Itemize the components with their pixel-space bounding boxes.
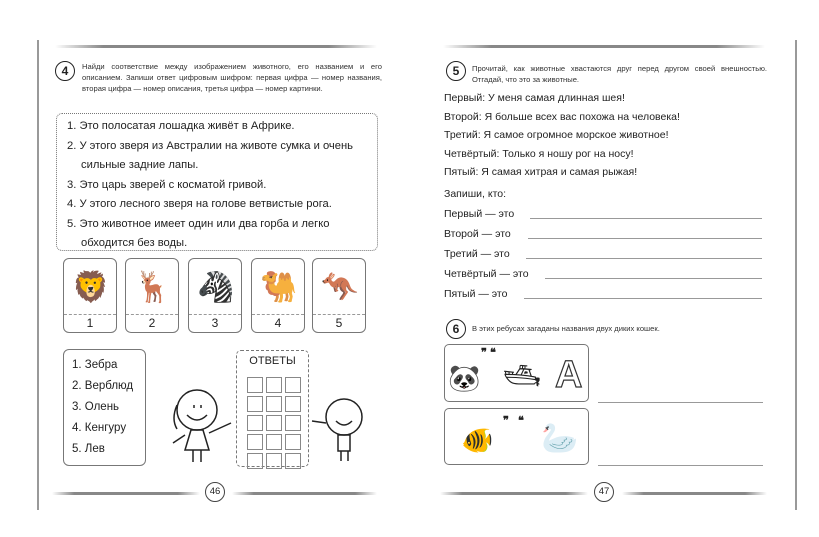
answers-box bbox=[236, 350, 309, 467]
answer-cell[interactable] bbox=[285, 453, 301, 469]
rebus-1-answer-line[interactable] bbox=[598, 402, 763, 403]
answer-cell[interactable] bbox=[285, 415, 301, 431]
answer-cell[interactable] bbox=[266, 415, 282, 431]
task-4-instruction: Найди соответствие между изображением животного, его названием и его описанием. Запиши ответ цифровым шифром: первая цифра — номер названия, вторая цифра — номер описания, третья цифра — номер картинки. bbox=[82, 62, 382, 93]
answer-line-3[interactable] bbox=[526, 258, 762, 259]
rebus-2 bbox=[444, 408, 589, 465]
boast-5: Пятый: Я самая хитрая и самая рыжая! bbox=[444, 166, 638, 178]
rebus-2-quote-marks: ❞ ❝ bbox=[503, 415, 524, 427]
right-page-edge bbox=[795, 40, 797, 510]
card-number: 2 bbox=[148, 316, 156, 330]
answer-cell[interactable] bbox=[247, 396, 263, 412]
animal-names-box bbox=[63, 349, 146, 466]
animal-card-5 bbox=[312, 258, 366, 333]
boy-illustration bbox=[308, 395, 368, 470]
page-number-right: 47 bbox=[594, 482, 614, 502]
answers-title: ОТВЕТЫ bbox=[249, 355, 296, 367]
boast-2: Второй: Я больше всех вас похожа на человека! bbox=[444, 110, 680, 123]
bottom-divider-left-a bbox=[52, 492, 200, 495]
rebus-1-quote-marks: ❞ ❝ bbox=[481, 347, 496, 359]
answer-cell[interactable] bbox=[247, 453, 263, 469]
answer-cell[interactable] bbox=[247, 377, 263, 393]
kangaroo-icon: 🦘 bbox=[321, 271, 359, 304]
boasts bbox=[444, 89, 784, 182]
write-label-4: Четвёртый — это bbox=[444, 268, 529, 280]
answer-grid bbox=[247, 377, 301, 469]
name-4: 4. Кенгуру bbox=[72, 422, 127, 434]
description-2: 2. У этого зверя из Австралии на животе сумка и очень сильные задние лапы. bbox=[67, 139, 353, 171]
ship-icon: 🛥 bbox=[503, 360, 542, 393]
rebus-2-answer-line[interactable] bbox=[598, 465, 763, 466]
description-3: 3. Это царь зверей с косматой гривой. bbox=[67, 178, 267, 191]
bottom-divider-left-b bbox=[232, 492, 377, 495]
answer-cell[interactable] bbox=[266, 377, 282, 393]
task-4-number: 4 bbox=[55, 61, 75, 81]
boast-1: Первый: У меня самая длинная шея! bbox=[444, 92, 625, 104]
name-1: 1. Зебра bbox=[72, 359, 118, 371]
animal-card-3 bbox=[188, 258, 242, 333]
top-divider-right bbox=[443, 45, 765, 48]
write-label-1: Первый — это bbox=[444, 208, 515, 220]
animal-card-1 bbox=[63, 258, 117, 333]
answer-cell[interactable] bbox=[247, 415, 263, 431]
boast-3: Третий: Я самое огромное морское животное! bbox=[444, 129, 669, 141]
goldfish-icon: 🐠 bbox=[461, 425, 494, 455]
task-6-number: 6 bbox=[446, 319, 466, 339]
answer-cell[interactable] bbox=[266, 434, 282, 450]
girl-illustration bbox=[165, 385, 235, 470]
write-prompt: Запиши, кто: bbox=[444, 188, 507, 200]
panda-icon: 🐼 bbox=[448, 363, 481, 393]
description-5: 5. Это животное имеет один или два горба и легко обходится без воды. bbox=[67, 217, 330, 249]
card-number: 5 bbox=[335, 316, 343, 330]
animal-card-4 bbox=[251, 258, 305, 333]
name-5: 5. Лев bbox=[72, 443, 105, 455]
description-1: 1. Это полосатая лошадка живёт в Африке. bbox=[67, 120, 295, 132]
rebus-1 bbox=[444, 344, 589, 402]
bottom-divider-right-a bbox=[440, 492, 588, 495]
descriptions-box bbox=[56, 113, 378, 251]
answer-cell[interactable] bbox=[285, 434, 301, 450]
answer-line-1[interactable] bbox=[530, 218, 762, 219]
zebra-icon: 🦓 bbox=[197, 271, 235, 304]
description-4: 4. У этого лесного зверя на голове ветвистые рога. bbox=[67, 198, 332, 210]
left-page-edge bbox=[37, 40, 39, 510]
deer-icon: 🦌 bbox=[134, 271, 172, 304]
answer-cell[interactable] bbox=[266, 453, 282, 469]
name-2: 2. Верблюд bbox=[72, 380, 134, 392]
card-number: 3 bbox=[211, 316, 219, 330]
task-5-number: 5 bbox=[446, 61, 466, 81]
card-number: 4 bbox=[274, 316, 282, 330]
boast-4: Четвёртый: Только я ношу рог на носу! bbox=[444, 147, 634, 160]
goose-icon: 🦢 bbox=[541, 422, 579, 455]
write-label-2: Второй — это bbox=[444, 228, 511, 240]
answer-cell[interactable] bbox=[285, 377, 301, 393]
write-label-3: Третий — это bbox=[444, 248, 510, 260]
lion-icon: 🦁 bbox=[72, 271, 110, 304]
name-3: 3. Олень bbox=[72, 401, 120, 413]
bottom-divider-right-b bbox=[622, 492, 767, 495]
answer-line-5[interactable] bbox=[524, 298, 762, 299]
answer-cell[interactable] bbox=[266, 396, 282, 412]
card-number: 1 bbox=[86, 316, 94, 330]
answer-line-2[interactable] bbox=[528, 238, 762, 239]
answer-cell[interactable] bbox=[285, 396, 301, 412]
rebus-1-letter: А bbox=[555, 354, 583, 396]
page-number-left: 46 bbox=[205, 482, 225, 502]
top-divider-left bbox=[55, 45, 377, 48]
task-5-instruction: Прочитай, как животные хвастаются друг перед другом своей внешностью. Отгадай, что это за животные. bbox=[472, 64, 767, 84]
answer-line-4[interactable] bbox=[545, 278, 762, 279]
answer-cell[interactable] bbox=[247, 434, 263, 450]
camel-icon: 🐫 bbox=[260, 271, 298, 304]
task-6-instruction: В этих ребусах загаданы названия двух диких кошек. bbox=[472, 324, 660, 333]
animal-card-2 bbox=[125, 258, 179, 333]
write-label-5: Пятый — это bbox=[444, 288, 508, 300]
